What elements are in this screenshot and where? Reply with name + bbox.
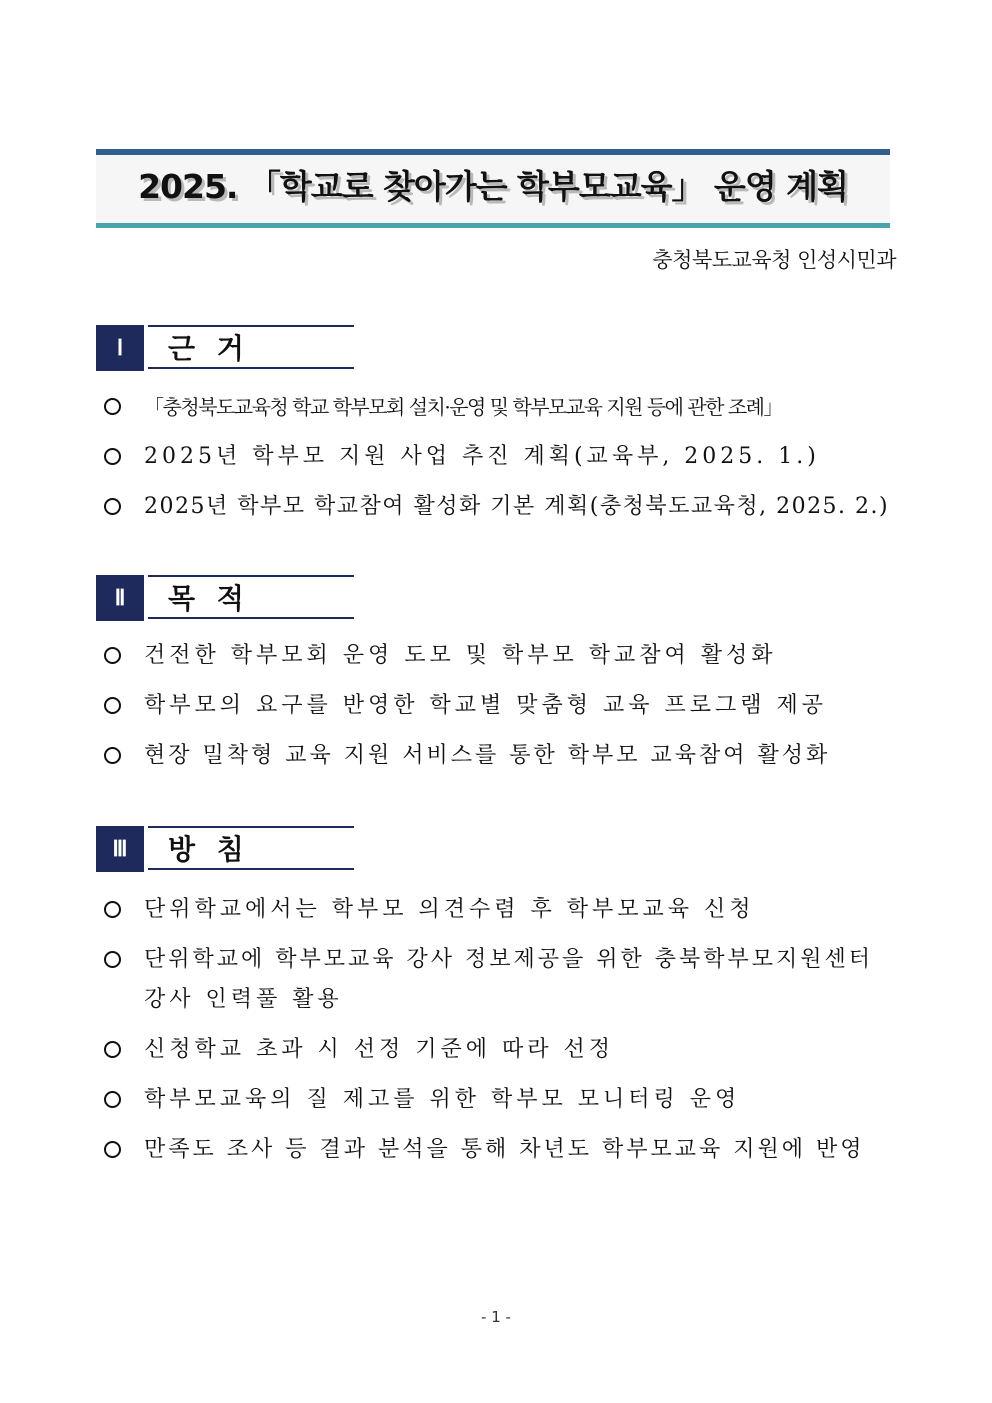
list-item-text: 신청학교 초과 시 선정 기준에 따라 선정 — [144, 1037, 614, 1062]
organization-name: 충청북도교육청 인성시민과 — [652, 248, 896, 272]
list-item-text: 만족도 조사 등 결과 분석을 통해 차년도 학부모교육 지원에 반영 — [144, 1137, 865, 1162]
list-item-text: 단위학교에 학부모교육 강사 정보제공을 위한 충북학부모지원센터 — [144, 947, 874, 972]
section-heading-policy — [96, 826, 358, 872]
page-number: - 1 - — [481, 1308, 511, 1326]
circle-bullet-icon — [104, 1041, 121, 1058]
section-numeral: Ⅱ — [96, 575, 144, 621]
circle-bullet-icon — [104, 398, 121, 415]
circle-bullet-icon — [104, 647, 121, 664]
circle-bullet-icon — [104, 697, 121, 714]
list-item-text: 2025년 학부모 학교참여 활성화 기본 계획(충청북도교육청, 2025. 2.) — [144, 494, 890, 519]
circle-bullet-icon — [104, 1091, 121, 1108]
list-item-text: 건전한 학부모회 운영 도모 및 학부모 학교참여 활성화 — [144, 643, 777, 668]
title-banner — [96, 149, 890, 229]
circle-bullet-icon — [104, 747, 121, 764]
page-title: 2025. 「학교로 찾아가는 학부모교육」 운영 계획 — [138, 167, 848, 206]
circle-bullet-icon — [104, 448, 121, 465]
section-title: 방 침 — [148, 826, 354, 870]
list-item-text: 학부모의 요구를 반영한 학교별 맞춤형 교육 프로그램 제공 — [144, 693, 828, 718]
list-item-text: 학부모교육의 질 제고를 위한 학부모 모니터링 운영 — [144, 1087, 741, 1112]
title-bottom-rule — [96, 223, 890, 228]
list-item-text: 단위학교에서는 학부모 의견수렴 후 학부모교육 신청 — [144, 897, 755, 922]
circle-bullet-icon — [104, 498, 121, 515]
circle-bullet-icon — [104, 1141, 121, 1158]
circle-bullet-icon — [104, 901, 121, 918]
section-numeral: Ⅰ — [96, 325, 144, 371]
circle-bullet-icon — [104, 951, 121, 968]
list-item-text: 현장 밀착형 교육 지원 서비스를 통한 학부모 교육참여 활성화 — [144, 743, 831, 768]
section-title: 근 거 — [148, 325, 354, 369]
list-item-text: 「충청북도교육청 학교 학부모회 설치·운영 및 학부모교육 지원 등에 관한 조례」 — [144, 395, 782, 419]
section-heading-purpose — [96, 575, 358, 621]
section-numeral: Ⅲ — [96, 826, 144, 872]
section-heading-basis — [96, 325, 358, 371]
list-item-text: 강사 인력풀 활용 — [144, 987, 343, 1012]
list-item-text: 2025년 학부모 지원 사업 추진 계획(교육부, 2025. 1.) — [144, 444, 820, 469]
section-title: 목 적 — [148, 575, 354, 619]
